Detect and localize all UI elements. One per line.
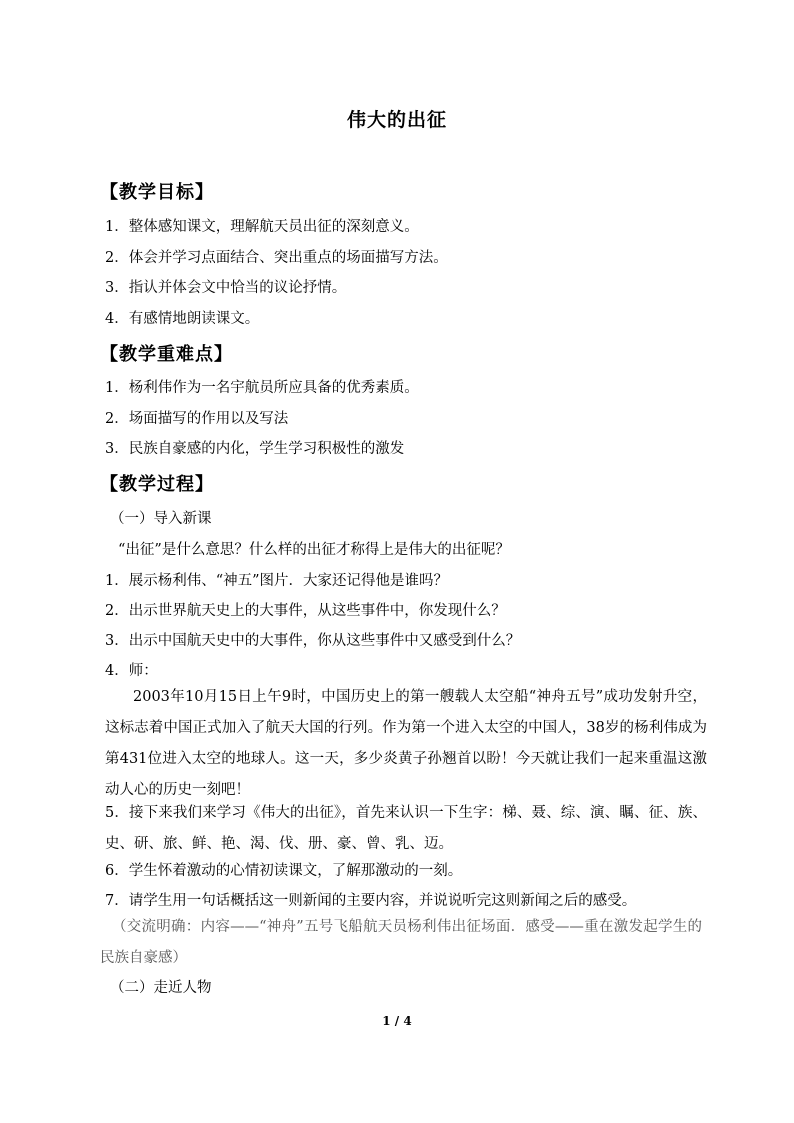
process-step: 1．展示杨利伟、“神五”图片．大家还记得他是谁吗？ [105,573,449,589]
exchange-note: （交流明确：内容——“神舟”五号飞船航天员杨利伟出征场面．感受——重在激发起学生的民族自豪感） [100,919,702,966]
process-step: 3．出示中国航天史中的大事件，你从这些事件中又感受到什么？ [105,633,521,649]
goal-item: 3．指认并体会文中恰当的议论抒情。 [105,280,347,296]
process-step-7: 7．请学生用一句话概括这一则新闻的主要内容，并说说听完这则新闻之后的感受。 [105,893,637,909]
process-step-6: 6．学生怀着激动的心情初读课文，了解那激动的一刻。 [105,863,463,879]
difficulty-item: 2．场面描写的作用以及写法 [105,411,289,427]
process-step-5: 5．接下来我们来学习《伟大的出征》，首先来认识一下生字：梯、聂、综、演、瞩、征、族、史、研、旅、鲜、艳、渴、伐、册、豪、曾、乳、迈。 [105,805,707,852]
process-step: 2．出示世界航天史上的大事件，从这些事件中，你发现什么？ [105,603,506,619]
teacher-paragraph: 2003年10月15日上午9时，中国历史上的第一艘载人太空船“神舟五号”成功发射升空，这标志着中国正式加入了航天大国的行列。作为第一个进入太空的中国人，38岁的杨利伟成为第431位进入太空的地球人。这一天，多少炎黄子孙翘首以盼！今天就让我们一起来重温这激动人心的历史一刻吧！ [105,689,707,798]
subsection-title-people: （二）走近人物 [110,980,212,996]
difficulty-item: 3．民族自豪感的内化，学生学习积极性的激发 [105,441,405,457]
process-step: 4．师： [105,663,158,679]
intro-question: “出征”是什么意思？什么样的出征才称得上是伟大的出征呢？ [118,542,510,558]
goal-item: 2．体会并学习点面结合、突出重点的场面描写方法。 [105,250,448,266]
goal-item: 1．整体感知课文，理解航天员出征的深刻意义。 [105,219,419,235]
difficulty-item: 1．杨利伟作为一名宇航员所应具备的优秀素质。 [105,380,419,396]
section-heading-difficulties: 【教学重难点】 [100,344,233,365]
document-title: 伟大的出征 [346,109,447,131]
goal-item: 4．有感情地朗读课文。 [105,311,260,327]
section-heading-goals: 【教学目标】 [100,182,214,203]
page-number: 1 / 4 [382,1014,412,1028]
subsection-title-intro: （一）导入新课 [110,511,212,527]
section-heading-process: 【教学过程】 [100,474,214,495]
